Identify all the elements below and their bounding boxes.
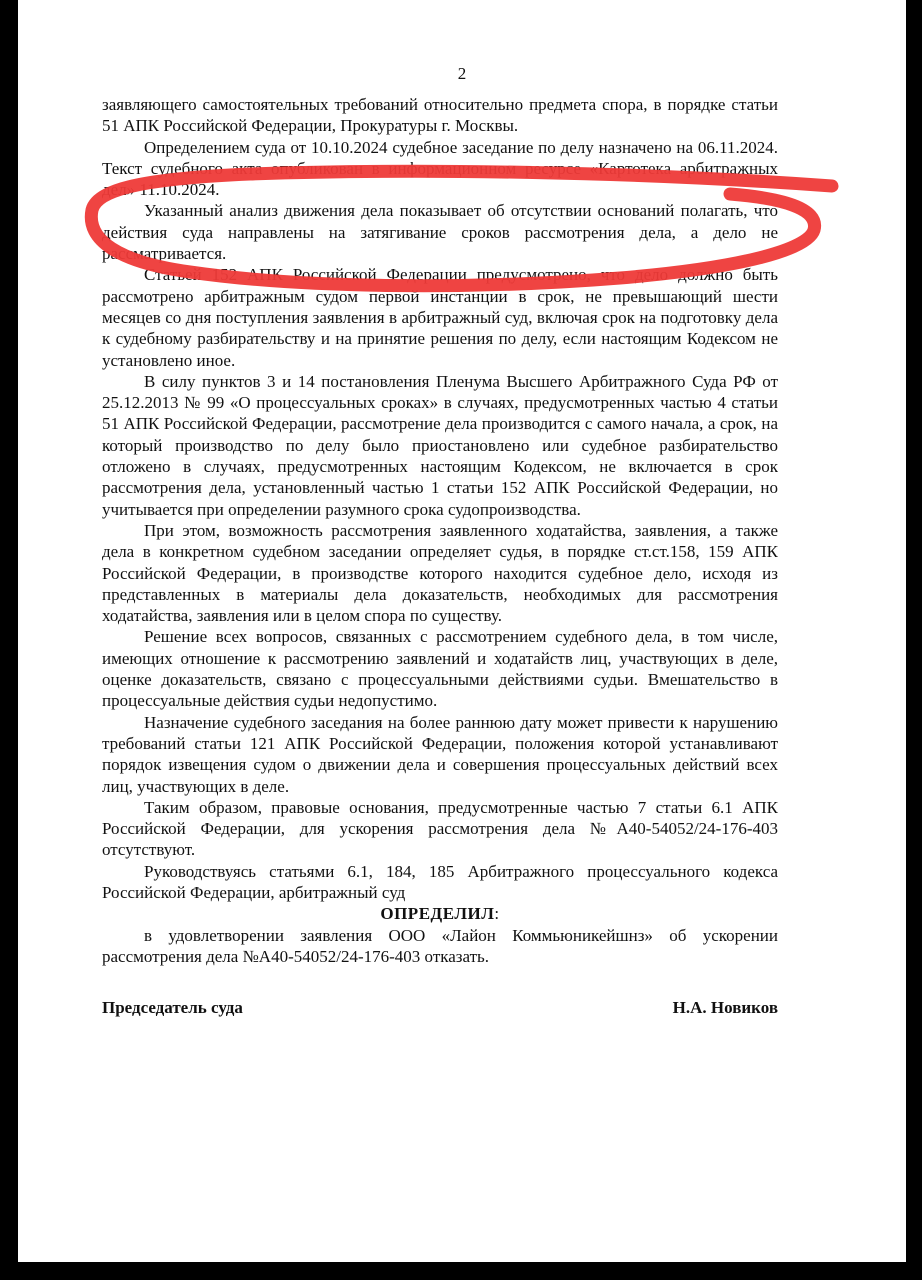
resolution-heading-colon: :: [494, 904, 500, 924]
paragraph-8: Назначение судебного заседания на более раннюю дату может привести к нарушению требований статьи 121 АПК Российской Федерации, положения которой устанавливают порядок извещения судом о движении дела и совершения процессуальных действий всех лиц, участвующих в деле.: [102, 712, 778, 796]
paragraph-2: Определением суда от 10.10.2024 судебное заседание по делу назначено на 06.11.2024. Текст судебного акта опубликован в информационном ресурсе «Картотека арбитражных дел» 11.10.2024.: [102, 137, 778, 200]
paragraph-10: Руководствуясь статьями 6.1, 184, 185 Арбитражного процессуального кодекса Российской Федерации, арбитражный суд: [102, 861, 778, 902]
resolution-text: в удовлетворении заявления ООО «Лайон Коммьюникейшнз» об ускорении рассмотрения дела №А40-54052/24-176-403 отказать.: [102, 925, 778, 966]
paragraph-7: Решение всех вопросов, связанных с рассмотрением судебного дела, в том числе, имеющих отношение к рассмотрению заявлений и ходатайств лиц, участвующих в деле, оценке доказательств, связано с процессуальными действиями судьи. Вмешательство в процессуальные действия судьи недопустимо.: [102, 627, 778, 711]
document-body: [102, 94, 778, 967]
paragraph-9: Таким образом, правовые основания, предусмотренные частью 7 статьи 6.1 АПК Российской Федерации, для ускорения рассмотрения дела №А40-54052/24-176-403 отсутствуют.: [102, 797, 778, 860]
document-page: [18, 0, 906, 1262]
paragraph-3-highlighted: Указанный анализ движения дела показывает об отсутствии оснований полагать, что действия суда направлены на затягивание сроков рассмотрения дела, а дело не рассматривается.: [102, 201, 778, 264]
signature-title: Председатель суда: [102, 998, 243, 1017]
signature-name: Н.А. Новиков: [672, 998, 778, 1017]
page-number: 2: [457, 64, 467, 83]
paragraph-4: Статьей 152 АПК Российской Федерации предусмотрено, что дело должно быть рассмотрено арбитражным судом первой инстанции в срок, не превышающий шести месяцев со дня поступления заявления в арбитражный суд, включая срок на подготовку дела к судебному разбирательству и на принятие решения по делу, если настоящим Кодексом не установлено иное.: [102, 265, 778, 370]
resolution-heading: [102, 903, 778, 924]
paragraph-6: При этом, возможность рассмотрения заявленного ходатайства, заявления, а также дела в конкретном судебном заседании определяет судья, в порядке ст.ст.158, 159 АПК Российской Федерации, в производстве которого находится судебное дело, исходя из представленных в материалы дела доказательств, необходимых для рассмотрения ходатайства, заявления или в целом спора по существу.: [102, 520, 778, 626]
paragraph-5: В силу пунктов 3 и 14 постановления Пленума Высшего Арбитражного Суда РФ от 25.12.2013 № 99 «О процессуальных сроках» в случаях, предусмотренных частью 4 статьи 51 АПК Российской Федерации, рассмотрение дела производится с самого начала, а срок, на который производство по делу было приостановлено или судебное разбирательство отложено в случаях, предусмотренных настоящим Кодексом, не включается в срок рассмотрения дела, установленный частью 1 статьи 152 АПК Российской Федерации, но учитывается при определении разумного срока судопроизводства.: [102, 371, 778, 519]
paragraph-1: заявляющего самостоятельных требований относительно предмета спора, в порядке статьи 51 АПК Российской Федерации, Прокуратуры г. Москвы.: [102, 95, 778, 136]
signature-block: [102, 998, 778, 1018]
resolution-heading-label: ОПРЕДЕЛИЛ: [380, 904, 495, 924]
